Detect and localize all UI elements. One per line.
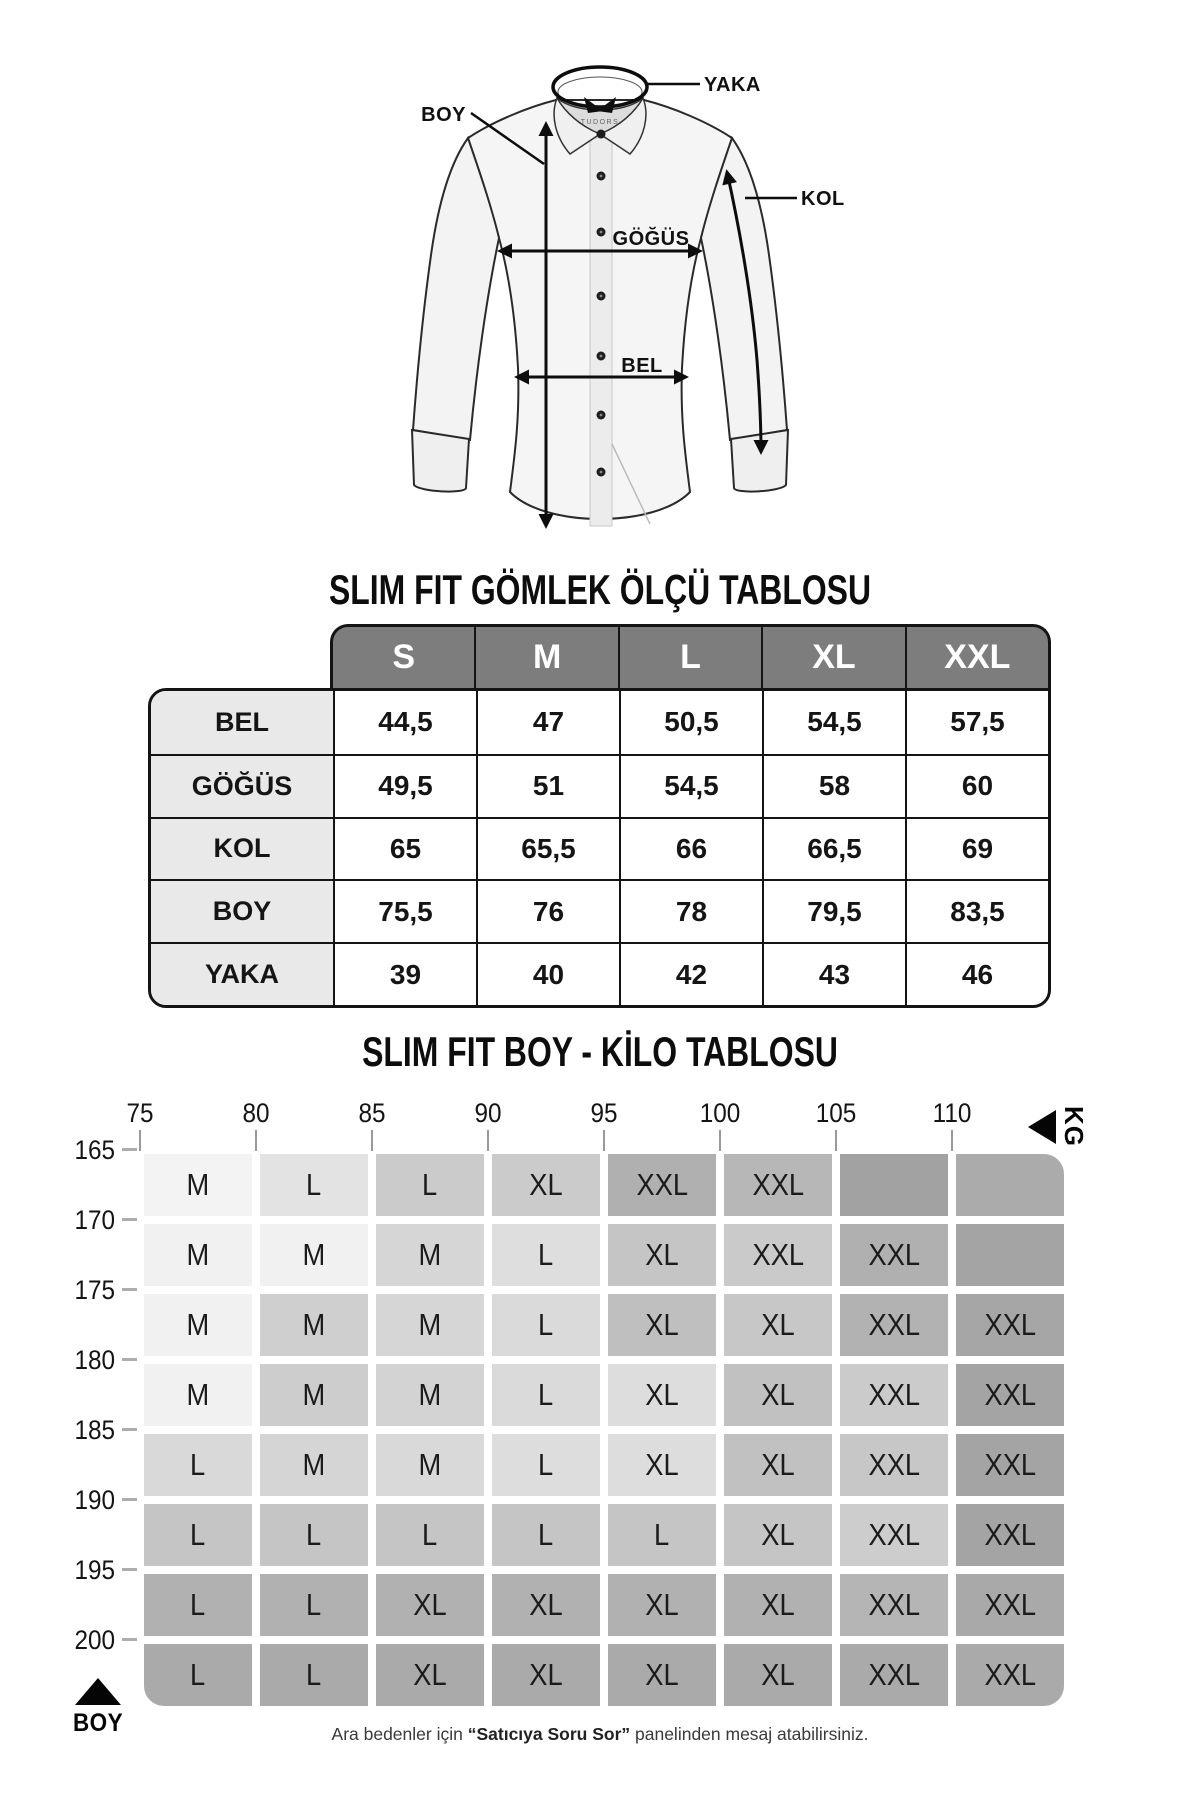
size-value: 83,5 <box>905 879 1048 942</box>
hw-cell: XXL <box>956 1504 1064 1566</box>
height-axis-tick <box>122 1428 137 1431</box>
size-value: 44,5 <box>333 691 476 754</box>
weight-tick-label: 105 <box>815 1098 857 1128</box>
hw-cell: XXL <box>840 1224 948 1286</box>
row-label-gogus: GÖĞÜS <box>151 754 333 817</box>
shirt-left-cuff <box>412 430 469 492</box>
size-value: 66,5 <box>762 817 905 880</box>
size-value: 49,5 <box>333 754 476 817</box>
size-value: 75,5 <box>333 879 476 942</box>
hw-cell: XL <box>376 1644 484 1706</box>
height-axis-tick <box>122 1498 137 1501</box>
size-table <box>148 624 1051 1008</box>
hw-cell: XL <box>492 1644 600 1706</box>
hw-cell: L <box>492 1294 600 1356</box>
size-column-header-s: S <box>392 638 416 676</box>
height-tick-label: 195 <box>74 1555 115 1585</box>
hw-cell: XXL <box>840 1644 948 1706</box>
diagram-label-boy: BOY <box>421 104 466 126</box>
size-value: 54,5 <box>619 754 762 817</box>
hw-cell: L <box>376 1154 484 1216</box>
hw-cell: XXL <box>956 1434 1064 1496</box>
hw-cell: XL <box>608 1224 716 1286</box>
boy-axis-label: BOY <box>72 1709 124 1737</box>
row-label-kol: KOL <box>151 817 333 880</box>
height-tick-label: 175 <box>74 1275 115 1305</box>
hw-cell: L <box>260 1154 368 1216</box>
size-column-header-xl: XL <box>761 627 904 688</box>
footer-prefix: Ara bedenler için <box>331 1724 468 1744</box>
height-tick-label: 180 <box>74 1345 115 1375</box>
hw-cell: M <box>144 1224 252 1286</box>
hw-cell: M <box>260 1434 368 1496</box>
hw-cell: XL <box>608 1434 716 1496</box>
weight-axis-tick <box>719 1130 721 1151</box>
hw-cell: XXL <box>724 1154 832 1216</box>
height-tick-label: 165 <box>74 1135 115 1165</box>
hw-cell: XL <box>724 1504 832 1566</box>
hw-cell <box>956 1224 1064 1286</box>
weight-tick-label: 85 <box>358 1098 386 1128</box>
hw-cell: L <box>260 1574 368 1636</box>
hw-cell: XXL <box>608 1154 716 1216</box>
size-value: 79,5 <box>762 879 905 942</box>
hw-cell: XXL <box>840 1504 948 1566</box>
footer-note <box>0 1724 1200 1745</box>
size-value: 65,5 <box>476 817 619 880</box>
hw-cell: M <box>260 1364 368 1426</box>
size-column-header-xxl: XXL <box>905 627 1048 688</box>
height-axis-tick <box>122 1288 137 1291</box>
hw-cell: L <box>492 1364 600 1426</box>
height-axis-tick <box>122 1218 137 1221</box>
size-value: 69 <box>905 817 1048 880</box>
height-tick-label: 200 <box>74 1625 115 1655</box>
hw-cell: XL <box>492 1574 600 1636</box>
hw-table-title: SLIM FIT BOY - KİLO TABLOSU <box>362 1028 838 1075</box>
weight-tick-label: 95 <box>590 1098 618 1128</box>
weight-tick-label: 80 <box>242 1098 270 1128</box>
brand-logo-text: TUDORS <box>580 119 620 126</box>
diagram-label-kol: KOL <box>801 188 845 210</box>
hw-cell: XL <box>724 1434 832 1496</box>
size-value: 65 <box>333 817 476 880</box>
size-value: 40 <box>476 942 619 1005</box>
size-table-body <box>148 688 1051 1008</box>
hw-cell: L <box>376 1504 484 1566</box>
row-label-boy: BOY <box>151 879 333 942</box>
height-weight-matrix <box>144 1154 1064 1706</box>
hw-cell: M <box>260 1224 368 1286</box>
hw-cell: M <box>144 1154 252 1216</box>
diagram-label-yaka: YAKA <box>704 74 761 96</box>
size-value: 47 <box>476 691 619 754</box>
row-label-yaka: YAKA <box>151 942 333 1005</box>
footer-bold: “Satıcıya Soru Sor” <box>467 1724 631 1744</box>
weight-axis-tick <box>255 1130 257 1151</box>
hw-cell: M <box>376 1224 484 1286</box>
hw-cell: XL <box>724 1644 832 1706</box>
hw-cell: L <box>492 1224 600 1286</box>
height-tick-label: 190 <box>74 1485 115 1515</box>
row-label-bel: BEL <box>151 691 333 754</box>
hw-cell: XXL <box>840 1434 948 1496</box>
hw-cell: L <box>260 1504 368 1566</box>
hw-cell: XXL <box>956 1644 1064 1706</box>
hw-cell: XL <box>492 1154 600 1216</box>
hw-cell: XL <box>608 1364 716 1426</box>
height-axis-tick <box>122 1358 137 1361</box>
hw-cell: XL <box>724 1574 832 1636</box>
hw-cell: L <box>492 1434 600 1496</box>
hw-cell: XL <box>608 1574 716 1636</box>
hw-cell: XXL <box>724 1224 832 1286</box>
size-value: 66 <box>619 817 762 880</box>
size-value: 58 <box>762 754 905 817</box>
hw-cell: XXL <box>956 1294 1064 1356</box>
hw-cell: M <box>376 1434 484 1496</box>
size-value: 42 <box>619 942 762 1005</box>
weight-tick-label: 100 <box>699 1098 741 1128</box>
size-value: 60 <box>905 754 1048 817</box>
kg-axis-marker <box>1028 1106 1089 1147</box>
hw-cell: L <box>260 1644 368 1706</box>
size-table-header-row <box>330 624 1051 688</box>
size-value: 54,5 <box>762 691 905 754</box>
size-value: 78 <box>619 879 762 942</box>
size-value: 76 <box>476 879 619 942</box>
hw-cell: XL <box>376 1574 484 1636</box>
footer-suffix: panelinden mesaj atabilirsiniz. <box>630 1724 869 1744</box>
size-value: 57,5 <box>905 691 1048 754</box>
size-column-header-m: M <box>474 627 617 688</box>
shirt-measurement-diagram <box>0 0 1200 560</box>
weight-axis-tick <box>371 1130 373 1151</box>
hw-cell: M <box>144 1364 252 1426</box>
weight-axis-tick <box>603 1130 605 1151</box>
weight-tick-label: 90 <box>474 1098 502 1128</box>
hw-cell: XXL <box>840 1364 948 1426</box>
hw-cell: XL <box>608 1294 716 1356</box>
hw-cell: XXL <box>840 1574 948 1636</box>
height-axis-tick <box>122 1148 137 1151</box>
hw-cell: L <box>608 1504 716 1566</box>
hw-cell: L <box>144 1644 252 1706</box>
size-column-header-l: L <box>618 627 761 688</box>
size-value: 43 <box>762 942 905 1005</box>
hw-cell: L <box>144 1434 252 1496</box>
boy-arrow-icon <box>75 1678 121 1705</box>
kg-arrow-icon <box>1028 1110 1056 1144</box>
height-axis-tick <box>122 1568 137 1571</box>
hw-cell: M <box>144 1294 252 1356</box>
weight-axis-tick <box>951 1130 953 1151</box>
weight-tick-label: 75 <box>126 1098 154 1128</box>
size-value: 46 <box>905 942 1048 1005</box>
hw-cell: M <box>260 1294 368 1356</box>
size-table-title: SLIM FIT GÖMLEK ÖLÇÜ TABLOSU <box>328 566 871 613</box>
kg-axis-label: KG <box>1059 1106 1089 1147</box>
hw-cell: XXL <box>956 1574 1064 1636</box>
hw-cell: XXL <box>840 1294 948 1356</box>
height-tick-label: 170 <box>74 1205 115 1235</box>
hw-cell: L <box>144 1504 252 1566</box>
diagram-label-bel: BEL <box>621 355 663 377</box>
weight-axis-tick <box>835 1130 837 1151</box>
hw-cell <box>956 1154 1064 1216</box>
size-value: 50,5 <box>619 691 762 754</box>
hw-cell: M <box>376 1294 484 1356</box>
diagram-label-gogus: GÖĞÜS <box>612 228 690 250</box>
size-value: 51 <box>476 754 619 817</box>
hw-cell: XL <box>724 1364 832 1426</box>
height-axis-tick <box>122 1638 137 1641</box>
weight-axis-tick <box>139 1130 141 1151</box>
hw-cell: XL <box>724 1294 832 1356</box>
weight-axis-tick <box>487 1130 489 1151</box>
height-tick-label: 185 <box>74 1415 115 1445</box>
weight-tick-label: 110 <box>932 1098 972 1128</box>
hw-cell <box>840 1154 948 1216</box>
hw-cell: XL <box>608 1644 716 1706</box>
size-value: 39 <box>333 942 476 1005</box>
hw-cell: XXL <box>956 1364 1064 1426</box>
hw-cell: L <box>492 1504 600 1566</box>
hw-cell: M <box>376 1364 484 1426</box>
hw-cell: L <box>144 1574 252 1636</box>
